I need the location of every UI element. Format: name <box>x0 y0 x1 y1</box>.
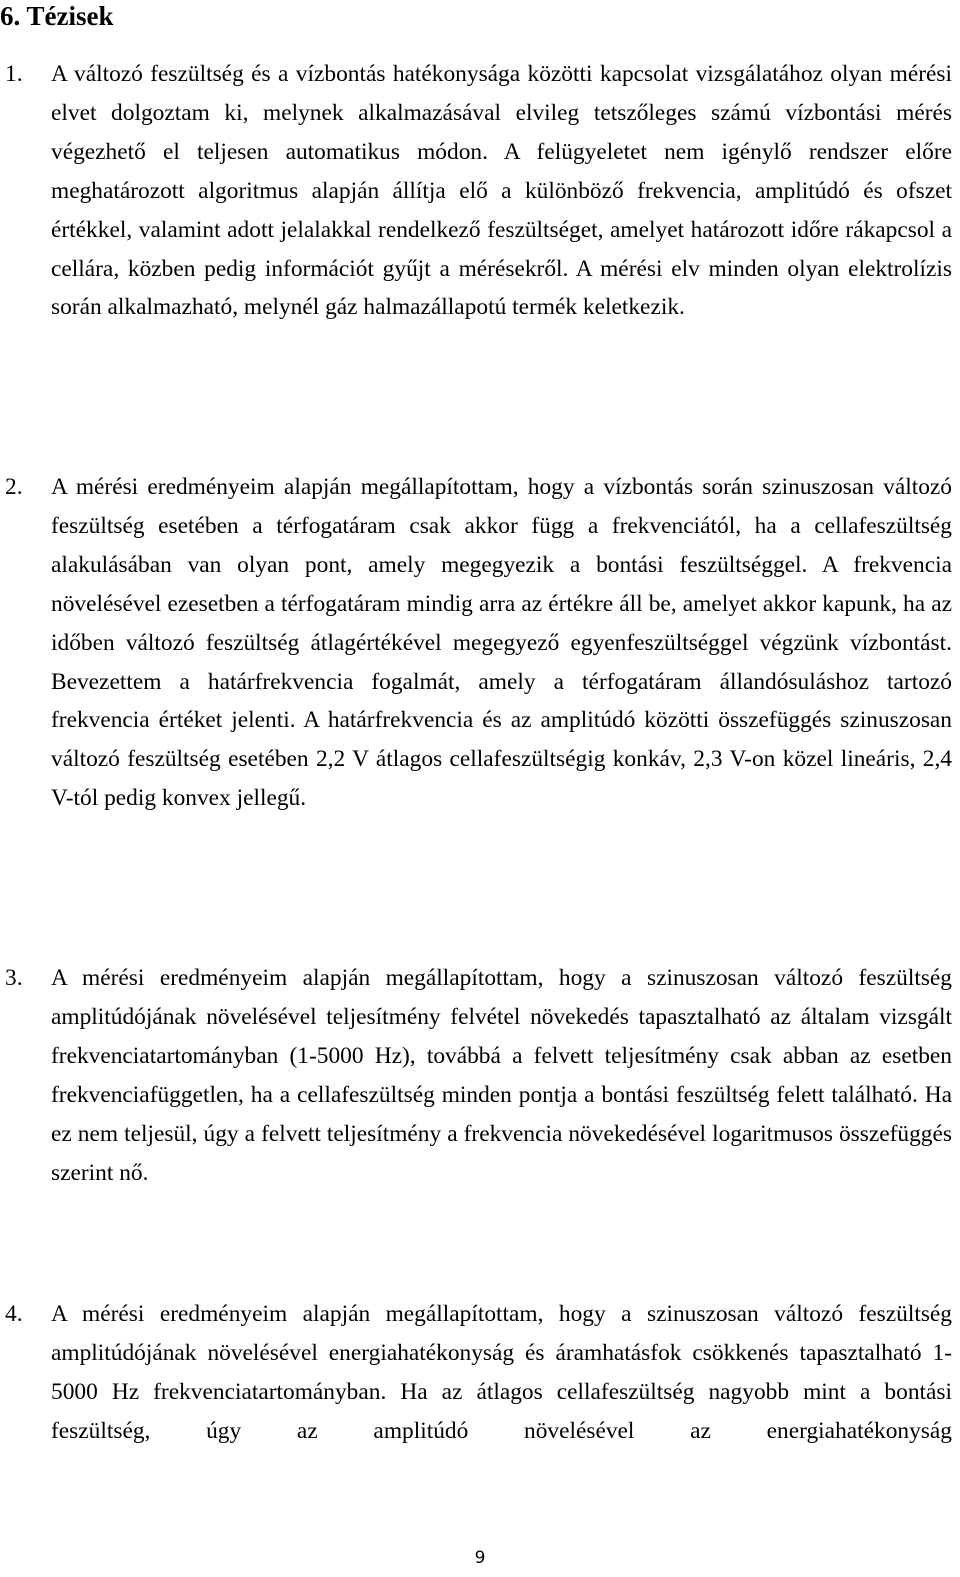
thesis-text: A mérési eredményeim alapján megállapítottam, hogy a szinuszosan változó feszültség amplitúdójának növelésével energiahatékonyság és áramhatásfok csökkenés tapasztalható 1-5000 Hz frekvenciatartományban. Ha az átlagos cellafeszültség nagyobb mint a bontási feszültség, úgy az amplitúdó növelésével az energiahatékonyság <box>51 1301 952 1444</box>
thesis-3 <box>0 959 952 1192</box>
thesis-number: 2. <box>5 474 23 500</box>
thesis-text: A mérési eredményeim alapján megállapítottam, hogy a vízbontás során szinuszosan változó feszültség esetében a térfogatáram csak akkor függ a frekvenciától, ha a cellafeszültség alakulásában van olyan pont, amely megegyezik a bontási feszültséggel. A frekvencia növelésével ezesetben a térfogatáram mindig arra az értékre áll be, amelyet akkor kapunk, ha az időben változó feszültség átlagértékével megegyező egyenfeszültséggel végzünk vízbontást. Bevezettem a határfrekvencia fogalmát, amely a térfogatáram állandósuláshoz tartozó frekvencia értéket jelenti. A határfrekvencia és az amplitúdó közötti összefüggés szinuszosan változó feszültség esetében 2,2 V átlagos cellafeszültségig konkáv, 2,3 V-on közel lineáris, 2,4 V-tól pedig konvex jellegű. <box>51 474 952 812</box>
thesis-2 <box>0 468 952 818</box>
page-number: 9 <box>474 1548 486 1568</box>
thesis-1 <box>0 55 952 327</box>
thesis-text: A mérési eredményeim alapján megállapítottam, hogy a szinuszosan változó feszültség amplitúdójának növelésével teljesítmény felvétel növekedés tapasztalható az általam vizsgált frekvenciatartományban (1-5000 Hz), továbbá a felvett teljesítmény csak abban az esetben frekvenciafüggetlen, ha a cellafeszültség minden pontja a bontási feszültség felett található. Ha ez nem teljesül, úgy a felvett teljesítmény a frekvencia növekedésével logaritmusos összefüggés szerint nő. <box>51 965 952 1186</box>
thesis-text: A változó feszültség és a vízbontás hatékonysága közötti kapcsolat vizsgálatához olyan mérési elvet dolgoztam ki, melynek alkalmazásával elvileg tetszőleges számú vízbontási mérés végezhető el teljesen automatikus módon. A felügyeletet nem igénylő rendszer előre meghatározott algoritmus alapján állítja elő a különböző frekvencia, amplitúdó és ofszet értékkel, valamint adott jelalakkal rendelkező feszültséget, amelyet határozott időre rákapcsol a cellára, közben pedig információt gyűjt a mérésekről. A mérési elv minden olyan elektrolízis során alkalmazható, melynél gáz halmazállapotú termék keletkezik. <box>51 61 952 321</box>
thesis-4 <box>0 1295 952 1451</box>
section-heading: 6. Tézisek <box>0 1 114 31</box>
thesis-number: 3. <box>5 965 23 991</box>
thesis-number: 1. <box>5 61 23 87</box>
thesis-number: 4. <box>5 1301 23 1327</box>
